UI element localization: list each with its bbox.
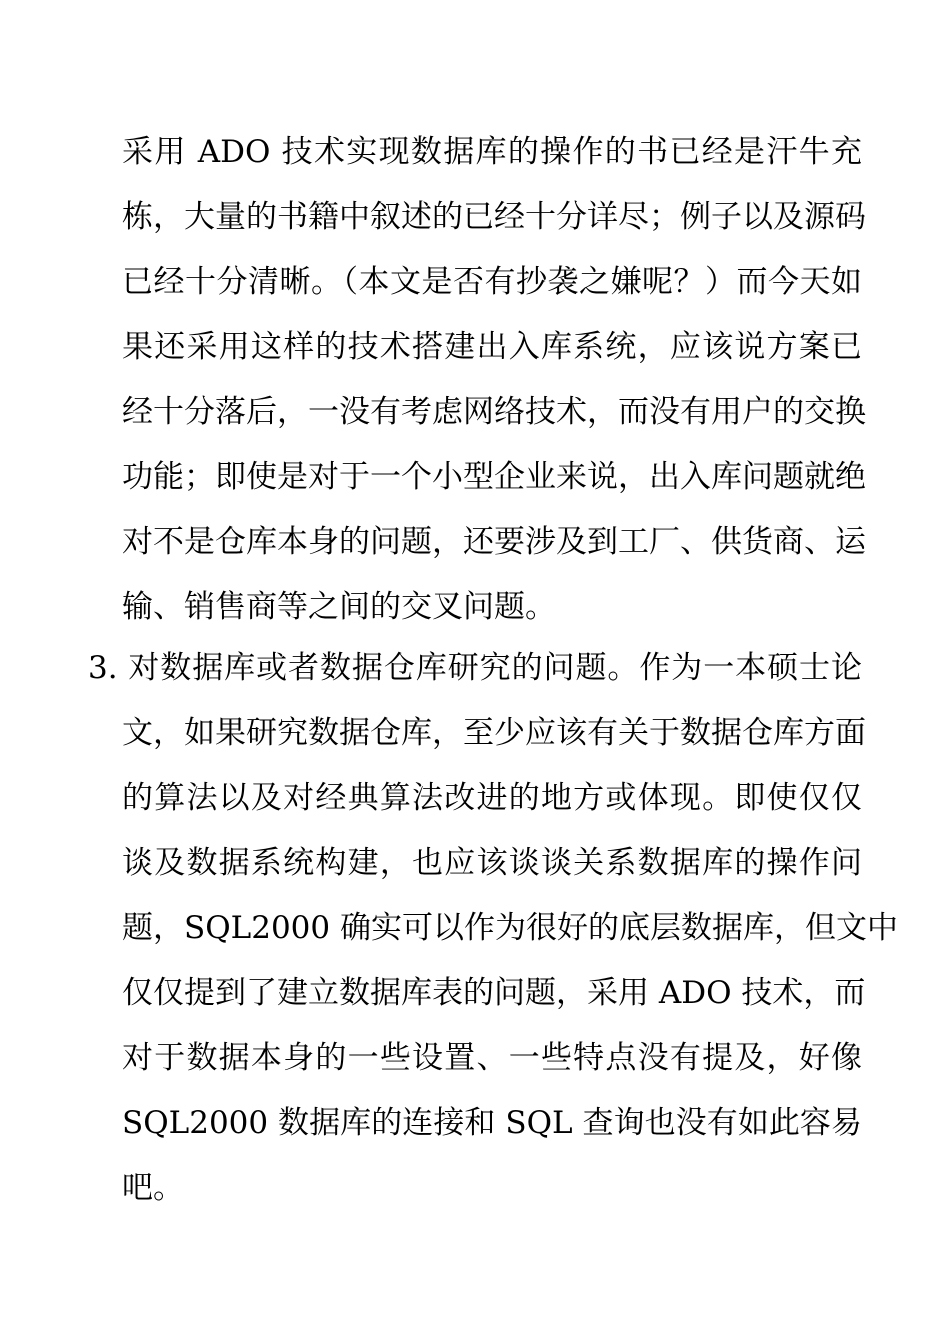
paragraph-line: 仅仅提到了建立数据库表的问题，采用 ADO 技术，而: [122, 975, 866, 1011]
paragraph-line: 已经十分清晰。（本文是否有抄袭之嫌呢？）而今天如: [122, 264, 862, 300]
paragraph-line: 栋，大量的书籍中叙述的已经十分详尽；例子以及源码: [122, 199, 866, 235]
numbered-item-line: 3. 对数据库或者数据仓库研究的问题。作为一本硕士论: [88, 650, 862, 686]
paragraph-line: 经十分落后，一没有考虑网络技术，而没有用户的交换: [122, 394, 866, 430]
paragraph-line: 输、销售商等之间的交叉问题。: [122, 589, 556, 625]
paragraph-line: 功能；即使是对于一个小型企业来说，出入库问题就绝: [122, 459, 866, 495]
paragraph-line: 对不是仓库本身的问题，还要涉及到工厂、供货商、运: [122, 524, 866, 560]
paragraph-line: 对于数据本身的一些设置、一些特点没有提及，好像: [122, 1040, 862, 1076]
paragraph-line: 的算法以及对经典算法改进的地方或体现。即使仅仅: [122, 780, 862, 816]
paragraph-line: 谈及数据系统构建，也应该谈谈关系数据库的操作问: [122, 845, 862, 881]
paragraph-line: 吧。: [122, 1170, 184, 1206]
paragraph-line: SQL2000 数据库的连接和 SQL 查询也没有如此容易: [122, 1105, 862, 1141]
paragraph-line: 文，如果研究数据仓库，至少应该有关于数据仓库方面: [122, 715, 866, 751]
paragraph-line: 题，SQL2000 确实可以作为很好的底层数据库，但文中: [122, 910, 898, 946]
paragraph-line: 采用 ADO 技术实现数据库的操作的书已经是汗牛充: [122, 134, 862, 170]
paragraph-line: 果还采用这样的技术搭建出入库系统，应该说方案已: [122, 329, 862, 365]
